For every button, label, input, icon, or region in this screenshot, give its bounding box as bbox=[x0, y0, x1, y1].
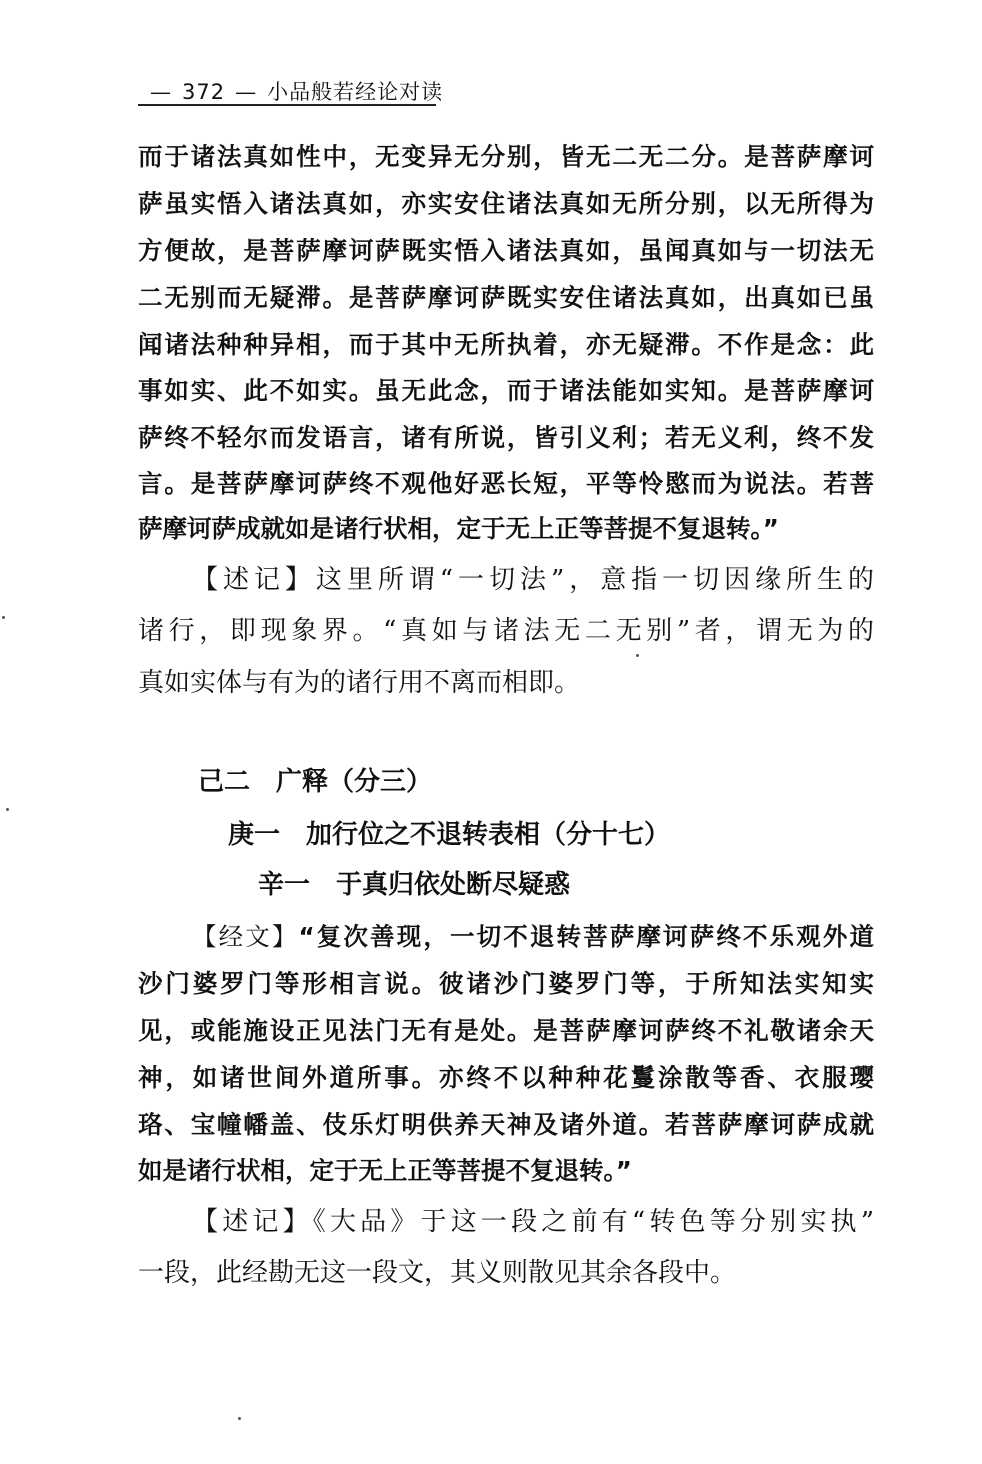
note1-line-1: 【述记】这里所谓“一切法”，意指一切因缘所生的 bbox=[192, 565, 874, 595]
sutra-line-7: 萨终不轻尔而发语言，诸有所说，皆引义利；若无义利，终不发 bbox=[138, 423, 874, 452]
sutra2-line-5: 珞、宝幢幡盖、伎乐灯明供养天神及诸外道。若菩萨摩诃萨成就 bbox=[138, 1110, 874, 1139]
sutra2-first-line: “复次善现，一切不退转菩萨摩诃萨终不乐观外道 bbox=[298, 922, 874, 951]
sutra-line-3: 方便故，是菩萨摩诃萨既实悟入诸法真如，虽闻真如与一切法无 bbox=[138, 236, 874, 265]
heading-level-1: 己二 广释（分三） bbox=[198, 767, 433, 797]
note2-line-2: 一段，此经勘无这一段文，其义则散见其余各段中。 bbox=[138, 1258, 737, 1288]
book-title: 小品般若经论对读 bbox=[267, 80, 444, 104]
sutra-line-1: 而于诸法真如性中，无变异无分别，皆无二无二分。是菩萨摩诃 bbox=[138, 142, 874, 171]
heading-level-3: 辛一 于真归依处断尽疑惑 bbox=[258, 870, 571, 900]
sutra-label: 【经文】 bbox=[192, 922, 299, 951]
sutra2-line-1 bbox=[192, 922, 874, 952]
header-dash-left: — bbox=[150, 80, 172, 104]
sutra-line-8: 言。是菩萨摩诃萨终不观他好恶长短，平等怜愍而为说法。若菩 bbox=[138, 469, 874, 498]
sutra-line-9: 萨摩诃萨成就如是诸行状相，定于无上正等菩提不复退转。” bbox=[138, 514, 779, 543]
sutra2-line-2: 沙门婆罗门等形相言说。彼诸沙门婆罗门等，于所知法实知实 bbox=[138, 969, 874, 998]
running-header bbox=[140, 76, 443, 106]
sutra-line-2: 萨虽实悟入诸法真如，亦实安住诸法真如无所分别，以无所得为 bbox=[138, 189, 874, 218]
scan-speck bbox=[636, 654, 639, 657]
page-number: 372 bbox=[182, 80, 226, 104]
heading-level-2: 庚一 加行位之不退转表相（分十七） bbox=[228, 820, 671, 850]
header-dash-right: — bbox=[235, 80, 258, 104]
sutra2-line-4: 神，如诸世间外道所事。亦终不以种种花鬘涂散等香、衣服璎 bbox=[138, 1063, 874, 1092]
sutra-line-4: 二无别而无疑滞。是菩萨摩诃萨既实安住诸法真如，出真如已虽 bbox=[138, 283, 874, 312]
sutra2-line-3: 见，或能施设正见法门无有是处。是菩萨摩诃萨终不礼敬诸余天 bbox=[138, 1016, 874, 1045]
scan-speck bbox=[2, 616, 5, 619]
note2-line-1: 【述记】《大品》于这一段之前有“转色等分别实执” bbox=[192, 1207, 874, 1237]
note1-line-3: 真如实体与有为的诸行用不离而相即。 bbox=[138, 668, 581, 698]
scan-speck bbox=[6, 808, 9, 811]
scan-speck bbox=[238, 1417, 241, 1420]
header-rule bbox=[138, 104, 436, 106]
sutra-line-6: 事如实、此不如实。虽无此念，而于诸法能如实知。是菩萨摩诃 bbox=[138, 376, 874, 405]
sutra2-line-6: 如是诸行状相，定于无上正等菩提不复退转。” bbox=[138, 1156, 632, 1185]
note1-line-2: 诸行，即现象界。“真如与诸法无二无别”者，谓无为的 bbox=[138, 616, 874, 646]
sutra-line-5: 闻诸法种种异相，而于其中无所执着，亦无疑滞。不作是念：此 bbox=[138, 330, 874, 359]
